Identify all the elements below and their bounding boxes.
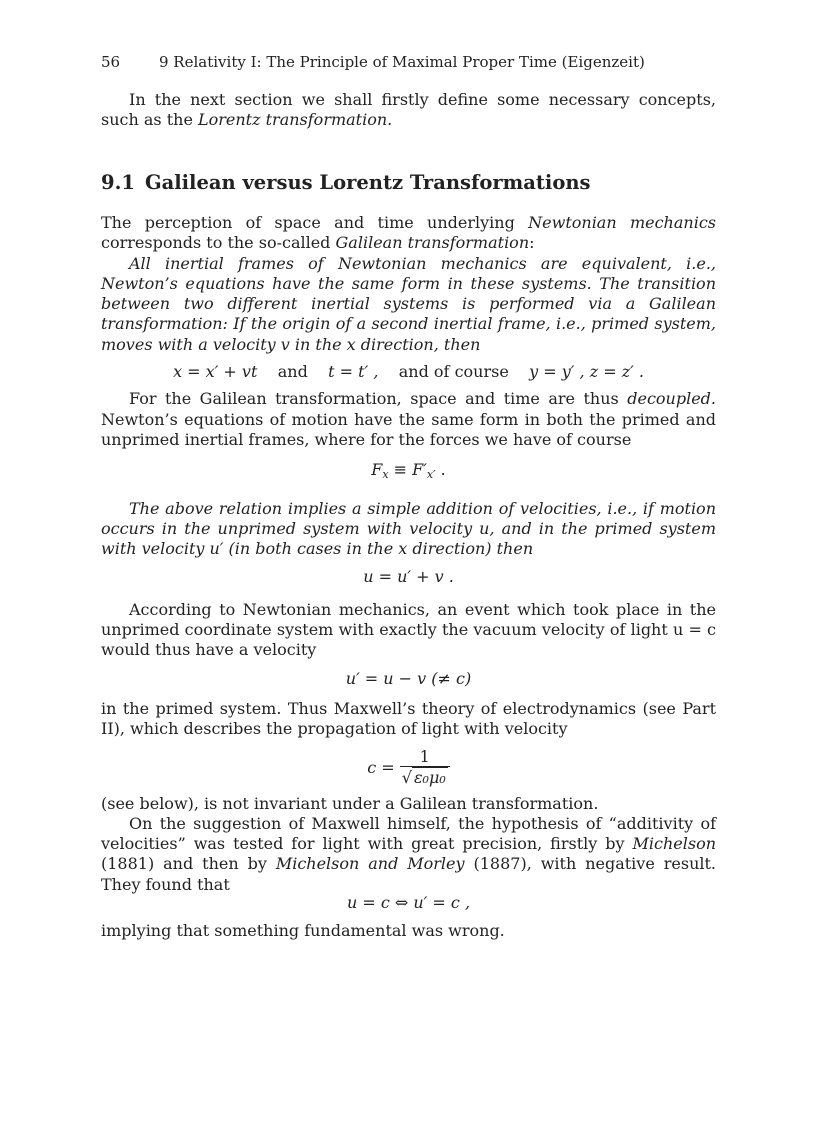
eq1-t: t = t′ , (328, 362, 379, 382)
eq2-f: F (371, 460, 383, 480)
p8-text-3: (1887), with negative result. They found that (101, 854, 717, 894)
p8-emphasis-1: Michelson (632, 834, 716, 854)
paragraph-5: According to Newtonian mechanics, an event which took place in the unprimed coordinate system with exactly the vacuum velocity of light u = c would thus have a velocity (101, 599, 716, 660)
section-number: 9.1 (101, 171, 135, 194)
p8-text-1: On the suggestion of Maxwell himself, the hypothesis of “additivity of velocities” was tested for light with great precision, firstly by (101, 813, 716, 854)
eq5-denominator (400, 766, 450, 788)
running-header (101, 53, 645, 71)
p3-text-1: For the Galilean transformation, space and time are thus (129, 389, 628, 409)
eq5-fraction (400, 748, 450, 788)
paragraph-4-italic: The above relation implies a simple addition of velocities, i.e., if motion occurs in the unprimed system with velocity u, and in the primed system with velocity u′ (in both cases in the x direction) then (101, 498, 716, 559)
paragraph-2-italic: All inertial frames of Newtonian mechanics are equivalent, i.e., Newton’s equations have the same form in these systems. The transition between two different inertial systems is performed via a Galilean transformation: If the origin of a second inertial frame, i.e., primed system, moves with a velocity v in the x direction, then (101, 253, 716, 354)
body-text (101, 213, 716, 942)
p1-emphasis-2: Galilean transformation (335, 233, 530, 253)
paragraph-8 (101, 814, 716, 895)
p8-text-2: (1881) and then by (101, 854, 276, 874)
page-number: 56 (101, 53, 121, 71)
eq2-fprime-sub: x′ (426, 468, 436, 482)
intro-emphasis: Lorentz transformation. (198, 110, 393, 130)
equation-light-speed-invariance: u = c ⇔ u′ = c , (346, 893, 471, 913)
section-heading (101, 171, 591, 194)
eq2-period: . (435, 460, 446, 480)
eq5-numerator: 1 (419, 746, 430, 766)
eq5-radicand: ε₀μ₀ (413, 767, 446, 787)
equation-galilean-transform (101, 362, 716, 382)
eq2-equiv: ≡ (388, 460, 413, 480)
equation-speed-of-light (101, 748, 716, 788)
intro-paragraph (101, 90, 716, 131)
eq1-yz: y = y′ , z = z′ . (529, 362, 644, 382)
running-title: 9 Relativity I: The Principle of Maximal Proper Time (Eigenzeit) (159, 53, 645, 71)
paragraph-3 (101, 389, 716, 450)
paragraph-1 (101, 213, 716, 254)
paragraph-9: implying that something fundamental was wrong. (101, 921, 505, 941)
p1-text-2: corresponds to the so-called (101, 233, 336, 253)
p3-text-2: Newton’s equations of motion have the same form in both the primed and unprimed inertial frames, where for the forces we have of course (101, 409, 716, 449)
paragraph-7: (see below), is not invariant under a Galilean transformation. (101, 793, 599, 813)
equation-forces (101, 460, 716, 485)
section-title: Galilean versus Lorentz Transformations (144, 171, 591, 194)
intro-text: In the next section we shall firstly define some necessary concepts, such as the (101, 90, 716, 130)
p8-emphasis-2: Michelson and Morley (275, 854, 465, 874)
eq1-and-of-course: and of course (398, 362, 509, 382)
equation-velocity-addition: u = u′ + v . (363, 567, 454, 587)
sqrt-symbol: √ (401, 767, 412, 787)
eq2-fprime: F′ (412, 460, 427, 480)
p1-emphasis-1: Newtonian mechanics (528, 213, 716, 232)
p1-text-3: : (529, 233, 535, 253)
equation-primed-velocity: u′ = u − v (≠ c) (345, 668, 472, 688)
eq1-and: and (277, 362, 308, 382)
eq5-c: c = (367, 757, 395, 777)
paragraph-6: in the primed system. Thus Maxwell’s theory of electrodynamics (see Part II), which describes the propagation of light with velocity (101, 698, 716, 739)
eq1-x: x = x′ + vt (173, 362, 258, 382)
p3-emphasis: decoupled. (627, 389, 716, 409)
eq2-f-sub: x (382, 468, 389, 482)
p1-text-1: The perception of space and time underlying (101, 213, 529, 232)
